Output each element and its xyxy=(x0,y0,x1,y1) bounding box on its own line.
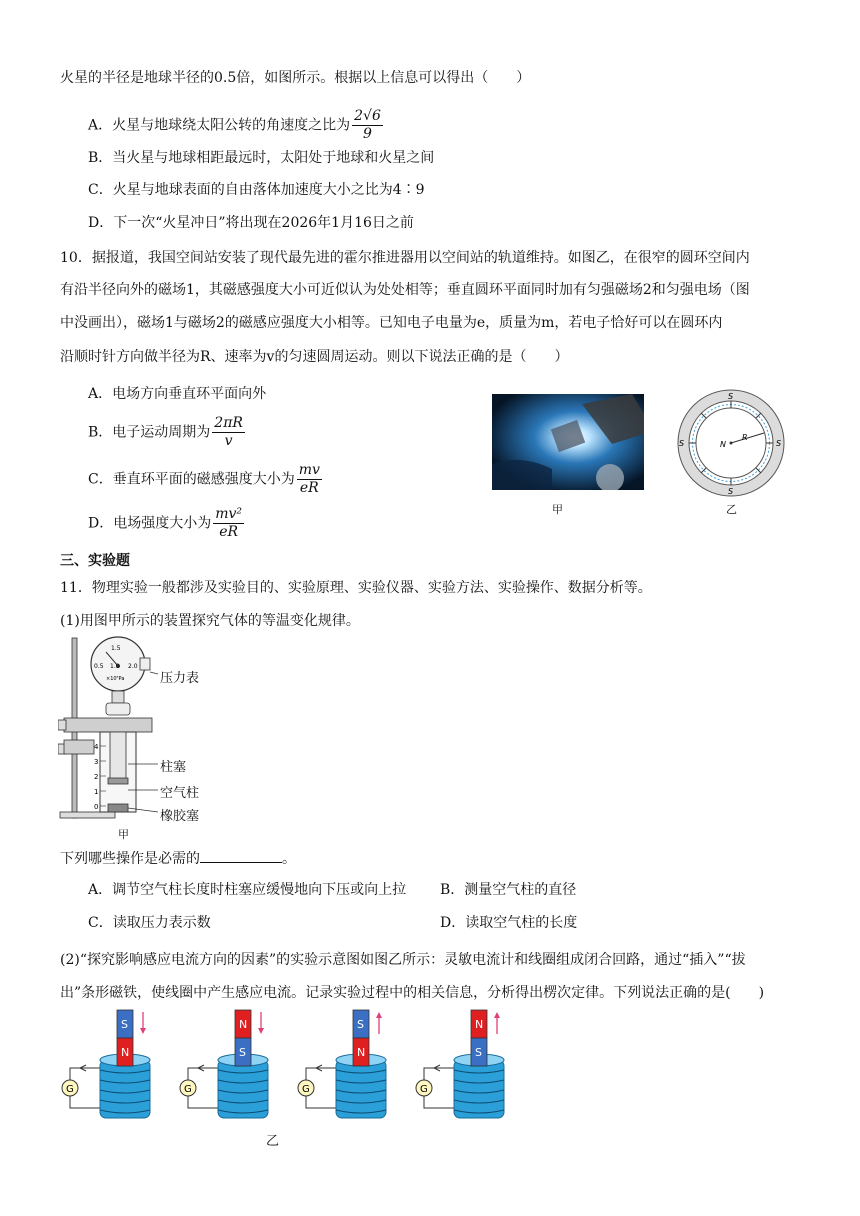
galvanometer-label: G xyxy=(420,1084,428,1095)
fig-yi-caption-q10: 乙 xyxy=(726,503,737,516)
induction-setup-2 xyxy=(180,1010,268,1118)
q9-stem-tail: 火星的半径是地球半径的0.5倍，如图所示。根据以上信息可以得出（ ） xyxy=(60,70,531,86)
magnet-top-label: N xyxy=(239,1018,248,1031)
q11-part-1: (1)用图甲所示的装置探究气体的等温变化规律。 xyxy=(60,613,360,629)
fraction-numerator: mv xyxy=(298,462,320,478)
q9-option-d[interactable]: D．下一次“火星冲日”将出现在2026年1月16日之前 xyxy=(88,215,414,231)
q10-option-c[interactable] xyxy=(88,462,322,497)
arrowhead-icon xyxy=(494,1012,500,1018)
q11-question-1 xyxy=(60,848,296,869)
q10-line-4: 沿顺时针方向做半径为R、速率为v的匀速圆周运动。则以下说法正确的是（ ） xyxy=(60,349,569,365)
q11-option-c[interactable]: C．读取压力表示数 xyxy=(88,915,211,931)
galvanometer-label: G xyxy=(66,1084,74,1095)
fraction-numerator: 2πR xyxy=(214,415,243,431)
q9-option-a[interactable] xyxy=(88,108,383,143)
q9-option-b[interactable]: B．当火星与地球相距最远时，太阳处于地球和火星之间 xyxy=(88,150,435,166)
magnet-top-label: S xyxy=(357,1018,364,1031)
q11-option-a[interactable]: A．调节空气柱长度时柱塞应缓慢地向下压或向上拉 xyxy=(88,882,407,898)
q10-option-d[interactable] xyxy=(88,506,244,541)
q10-line-2: 有沿半径向外的磁场1，其磁感强度大小可近似认为处处相等；垂直圆环平面同时加有匀强磁场2和匀强电场（图 xyxy=(60,282,750,298)
coil xyxy=(218,1060,268,1118)
label-air-column: 空气柱 xyxy=(160,786,200,801)
arrowhead-icon xyxy=(258,1028,264,1034)
space-thruster-photo xyxy=(492,394,644,490)
q9-option-a-fraction xyxy=(352,108,383,143)
ruler-tick-4: 4 xyxy=(94,743,99,751)
q11-part-2-line-1: (2)“探究影响感应电流方向的因素”的实验示意图如图乙所示：灵敏电流计和线圈组成闭合回路，通过“插入”“拔 xyxy=(60,952,746,968)
magnet-bottom-label: N xyxy=(357,1046,366,1059)
fig-jia-caption-q10: 甲 xyxy=(552,503,563,516)
label-rubber-stopper: 橡胶塞 xyxy=(160,809,200,824)
fraction-numerator: 2√6 xyxy=(354,108,381,124)
q10-option-d-fraction xyxy=(213,506,244,541)
q10-option-b-fraction xyxy=(212,415,245,450)
q10-option-b-text: B．电子运动周期为 xyxy=(88,424,211,441)
fraction-denominator: 9 xyxy=(363,126,372,142)
induction-setup-3 xyxy=(298,1010,386,1118)
q10-option-c-fraction xyxy=(297,462,322,497)
q11-stem: 11．物理实验一般都涉及实验目的、实验原理、实验仪器、实验方法、实验操作、数据分析等。 xyxy=(60,580,652,596)
induction-setups-svg xyxy=(58,1008,518,1128)
magnet-top-label: S xyxy=(121,1018,128,1031)
q11-option-b[interactable]: B．测量空气柱的直径 xyxy=(440,882,577,898)
q11-question-1-end: 。 xyxy=(282,851,296,867)
ring-label-s-bottom: S xyxy=(728,487,734,496)
gauge-scale-0-5: 0.5 xyxy=(94,663,104,670)
arrowhead-icon xyxy=(376,1012,382,1018)
ring-label-n: N xyxy=(720,440,726,449)
fraction-denominator: eR xyxy=(299,480,319,496)
gauge-scale-1-0: 1.0 xyxy=(110,663,120,670)
magnet-bottom-label: S xyxy=(239,1046,246,1059)
ruler-tick-1: 1 xyxy=(94,788,99,796)
induction-experiment-figure xyxy=(58,1008,518,1128)
coil xyxy=(454,1060,504,1118)
ring-label-s-left: S xyxy=(679,439,685,448)
q11-question-1-text: 下列哪些操作是必需的 xyxy=(60,851,200,867)
ruler-tick-0: 0 xyxy=(94,803,99,811)
q11-option-d[interactable]: D．读取空气柱的长度 xyxy=(440,915,578,931)
magnetic-ring-diagram xyxy=(676,388,786,498)
q10-option-b[interactable] xyxy=(88,415,245,450)
ring-label-r: R xyxy=(742,433,748,442)
coil xyxy=(336,1060,386,1118)
q10-line-1: 10．据报道，我国空间站安装了现代最先进的霍尔推进器用以空间站的轨道维持。如图乙，在很窄的圆环空间内 xyxy=(60,250,750,266)
q9-option-c[interactable]: C．火星与地球表面的自由落体加速度大小之比为4∶9 xyxy=(88,182,425,198)
q10-option-a[interactable]: A．电场方向垂直环平面向外 xyxy=(88,386,267,402)
label-piston: 柱塞 xyxy=(160,760,187,775)
magnet-top-label: N xyxy=(475,1018,484,1031)
ring-label-s-right: S xyxy=(776,439,782,448)
ruler-tick-3: 3 xyxy=(94,758,99,766)
fraction-numerator: mv² xyxy=(215,506,243,522)
q10-option-d-text: D．电场强度大小为 xyxy=(88,515,212,532)
galvanometer-label: G xyxy=(302,1084,310,1095)
induction-setup-4 xyxy=(416,1010,504,1118)
q9-option-a-text: A．火星与地球绕太阳公转的角速度之比为 xyxy=(88,117,351,134)
fig-jia-caption-q11: 甲 xyxy=(118,828,129,841)
q10-option-c-text: C．垂直环平面的磁感强度大小为 xyxy=(88,471,295,488)
gauge-scale-2-0: 2.0 xyxy=(128,663,138,670)
q10-line-3: 中没画出），磁场1与磁场2的磁感应强度大小相等。已知电子电量为e，质量为m，若电子恰好可以在圆环内 xyxy=(60,315,723,331)
galvanometer-label: G xyxy=(184,1084,192,1095)
magnet-bottom-label: N xyxy=(121,1046,130,1059)
magnet-bottom-label: S xyxy=(475,1046,482,1059)
gauge-scale-1-5: 1.5 xyxy=(111,645,121,652)
fraction-denominator: eR xyxy=(219,524,239,540)
ruler-tick-2: 2 xyxy=(94,773,99,781)
arrowhead-icon xyxy=(140,1028,146,1034)
induction-setup-1 xyxy=(62,1010,150,1118)
label-pressure-gauge: 压力表 xyxy=(160,671,200,686)
fraction-denominator: v xyxy=(224,433,233,449)
answer-blank[interactable] xyxy=(200,848,282,863)
coil xyxy=(100,1060,150,1118)
ring-label-s-top: S xyxy=(728,392,734,401)
gauge-unit: ×10⁵Pa xyxy=(106,676,125,682)
section-heading-experiment: 三、实验题 xyxy=(60,553,130,569)
q11-part-2-line-2: 出”条形磁铁，使线圈中产生感应电流。记录实验过程中的相关信息，分析得出楞次定律。下列说法正确的是( ) xyxy=(60,985,765,1001)
fig-yi-caption-q11: 乙 xyxy=(266,1134,280,1149)
